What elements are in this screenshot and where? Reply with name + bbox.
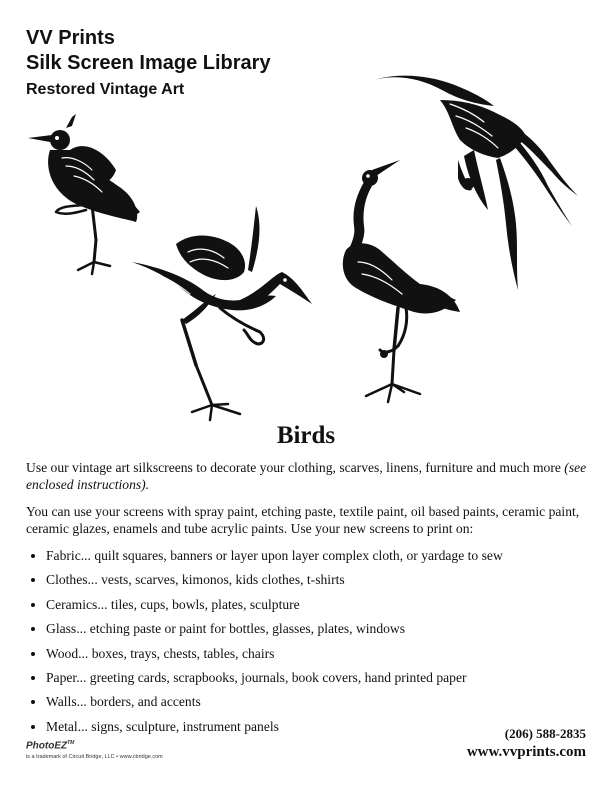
bird-3-illustration [343,160,460,402]
bird-4-illustration [374,76,578,290]
intro-text: Use our vintage art silkscreens to decorate your clothing, scarves, linens, furniture and much more [26,460,565,475]
list-item: • Fabric... quilt squares, banners or layer upon layer complex cloth, or yardage to sew [46,547,588,564]
bird-1-illustration [28,114,140,274]
usage-list [26,547,588,735]
intro-instructions-note: (see enclosed instructions). [26,460,587,492]
library-name: Silk Screen Image Library [26,52,271,74]
list-item: • Glass... etching paste or paint for bottles, glasses, plates, windows [46,620,588,637]
phone-number: (206) 588-2835 [504,726,586,741]
logo-name: PhotoEZ [26,740,68,752]
list-item: • Ceramics... tiles, cups, bowls, plates, sculpture [46,596,588,613]
photoez-logo [26,740,163,760]
list-item: • Paper... greeting cards, scrapbooks, journals, book covers, hand printed paper [46,669,588,686]
bird-2-illustration [132,206,312,420]
list-item: • Wood... boxes, trays, chests, tables, chairs [46,645,588,662]
body-text [26,459,588,742]
tagline: Restored Vintage Art [26,81,185,98]
list-item: • Clothes... vests, scarves, kimonos, kids clothes, t-shirts [46,571,588,588]
logo-trademark: TM [67,740,75,746]
brand-name: VV Prints [26,27,115,49]
list-item: • Walls... borders, and accents [46,693,588,710]
contact-info [467,725,586,762]
trademark-note: is a trademark of Circuit Bridge, LLC • www.cbridge.com [26,754,163,761]
page-title: Birds [276,422,336,449]
usage-paragraph: You can use your screens with spray paint, etching paste, textile paint, oil based paints, ceramic paint, ceramic glazes, enamels and tube acrylic paints. Use your new screens to print on: [26,504,580,536]
list-item: • Metal... signs, sculpture, instrument panels [46,718,588,735]
intro-paragraph [26,459,588,493]
website-link[interactable]: www.vvprints.com [466,744,586,760]
